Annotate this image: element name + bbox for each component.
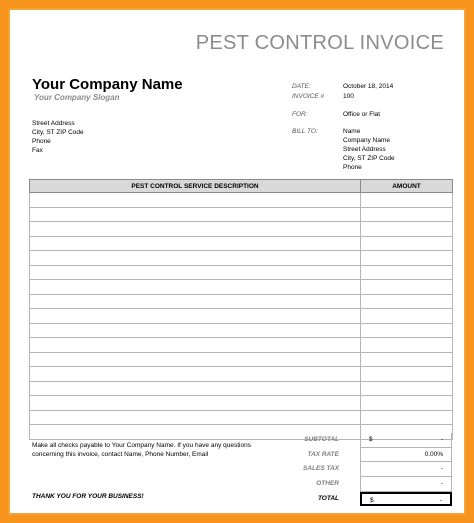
subtotal-label: SUBTOTAL (304, 436, 339, 443)
table-row (30, 207, 453, 222)
amount-cell[interactable] (361, 309, 453, 324)
amount-cell[interactable] (361, 323, 453, 338)
table-row (30, 367, 453, 382)
description-cell[interactable] (30, 338, 361, 353)
address-line: City, ST ZIP Code (32, 129, 84, 136)
description-cell[interactable] (30, 367, 361, 382)
subtotal-value: - (440, 436, 443, 443)
description-cell[interactable] (30, 323, 361, 338)
bill-to-line: Street Address (343, 146, 386, 153)
description-cell[interactable] (30, 265, 361, 280)
description-cell[interactable] (30, 309, 361, 324)
payment-note: Make all checks payable to Your Company Name. If you have any questions concerning this invoice, contact Name, Phone Number, Email (32, 442, 251, 458)
table-row (30, 338, 453, 353)
amount-cell[interactable] (361, 265, 453, 280)
description-cell[interactable] (30, 410, 361, 425)
table-row (30, 309, 453, 324)
description-cell[interactable] (30, 236, 361, 251)
bill-to-line: Name (343, 128, 361, 135)
line-items-table (29, 179, 453, 440)
total-cell (360, 492, 452, 507)
description-cell[interactable] (30, 352, 361, 367)
invoice-title: PEST CONTROL INVOICE (195, 32, 444, 54)
invoice-page (8, 8, 466, 515)
total-value: - (439, 496, 442, 504)
table-row (30, 236, 453, 251)
amount-cell[interactable] (361, 338, 453, 353)
table-row (30, 352, 453, 367)
other-cell[interactable] (360, 477, 452, 492)
for-value: Office or Flat (343, 111, 381, 118)
amount-cell[interactable] (361, 207, 453, 222)
bill-to-line: City, ST ZIP Code (343, 155, 395, 162)
total-label: TOTAL (317, 494, 339, 502)
tax-rate-label: TAX RATE (307, 450, 339, 458)
table-row (30, 251, 453, 266)
description-cell[interactable] (30, 381, 361, 396)
subtotal-cell (360, 433, 452, 448)
bill-to-label: BILL TO: (292, 128, 318, 135)
invoice-number-label: INVOICE # (292, 93, 325, 100)
description-cell[interactable] (30, 193, 361, 208)
amount-cell[interactable] (361, 352, 453, 367)
company-slogan: Your Company Slogan (34, 93, 120, 102)
tax-rate-cell[interactable] (360, 448, 452, 463)
table-row (30, 193, 453, 208)
sales-tax-cell (360, 462, 452, 477)
date-value: October 18, 2014 (343, 83, 394, 90)
other-value: - (440, 480, 443, 488)
amount-cell[interactable] (361, 222, 453, 237)
sales-tax-label: SALES TAX (303, 465, 339, 473)
thank-you-message: THANK YOU FOR YOUR BUSINESS! (32, 493, 144, 500)
description-cell[interactable] (30, 207, 361, 222)
amount-cell[interactable] (361, 251, 453, 266)
subtotal-currency: $ (369, 436, 373, 443)
table-row (30, 294, 453, 309)
date-label: DATE: (292, 83, 311, 90)
table-row (30, 280, 453, 295)
description-cell[interactable] (30, 222, 361, 237)
address-line: Fax (32, 147, 43, 154)
table-row (30, 323, 453, 338)
table-row (30, 396, 453, 411)
amount-cell[interactable] (361, 294, 453, 309)
description-column-header: PEST CONTROL SERVICE DESCRIPTION (30, 180, 361, 193)
description-cell[interactable] (30, 280, 361, 295)
bill-to-line: Company Name (343, 137, 390, 144)
bill-to-line: Phone (343, 164, 362, 171)
description-cell[interactable] (30, 396, 361, 411)
company-name: Your Company Name (32, 76, 183, 93)
description-cell[interactable] (30, 294, 361, 309)
description-cell[interactable] (30, 251, 361, 266)
amount-cell[interactable] (361, 410, 453, 425)
other-label: OTHER (316, 480, 339, 488)
table-row (30, 222, 453, 237)
sales-tax-row (29, 462, 452, 477)
amount-cell[interactable] (361, 280, 453, 295)
amount-column-header: AMOUNT (361, 180, 453, 193)
table-row (30, 410, 453, 425)
sales-tax-value: - (440, 465, 443, 473)
amount-cell[interactable] (361, 236, 453, 251)
address-line: Street Address (32, 120, 75, 127)
amount-cell[interactable] (361, 193, 453, 208)
for-label: FOR: (292, 111, 308, 118)
address-line: Phone (32, 138, 51, 145)
tax-rate-value: 0.00% (424, 450, 443, 458)
table-row (30, 381, 453, 396)
amount-cell[interactable] (361, 396, 453, 411)
company-address (32, 119, 84, 155)
table-row (30, 265, 453, 280)
total-currency: $ (370, 496, 374, 504)
amount-cell[interactable] (361, 367, 453, 382)
bill-to-block (343, 127, 395, 172)
invoice-number-value: 100 (343, 93, 354, 100)
other-row (29, 477, 452, 492)
amount-cell[interactable] (361, 381, 453, 396)
